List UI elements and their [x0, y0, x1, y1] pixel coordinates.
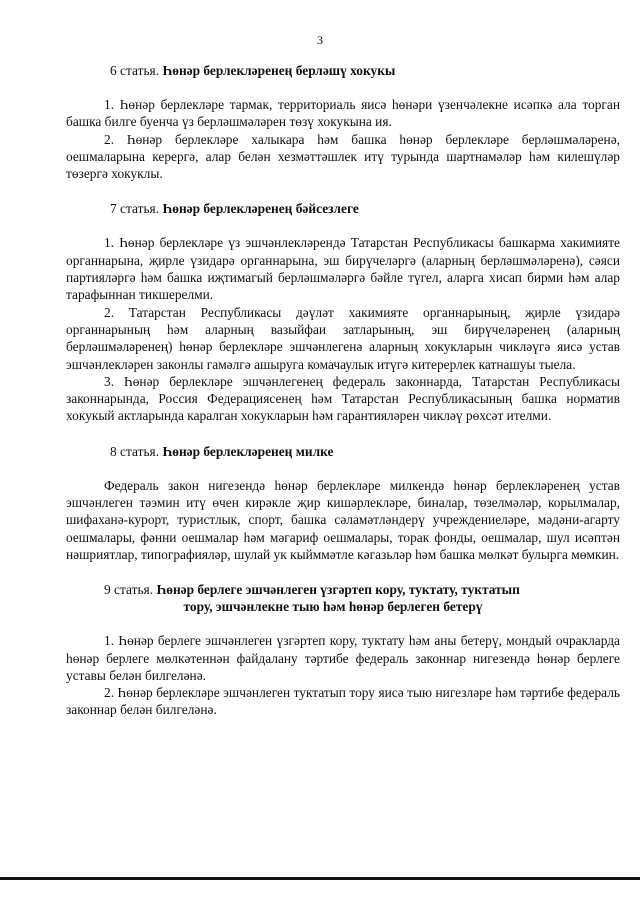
article-heading: [66, 62, 620, 79]
article-heading: [66, 443, 620, 460]
paragraph: 1. Һөнәр берлекләре тармак, территориаль яисә һөнәри үзенчәлекне исәпкә ала торган башка билге буенча үз берләшмәләрен төзү хокукына ия.: [66, 97, 620, 130]
paragraph: 2. Татарстан Республикасы дәүләт хакимияте органнарының, җирле үзидарә органнарының һәм аларның вазыйфаи затларының, эш бирүчеләренең (аларның берләшмәләренең) һөнәр берлекләре эшчәнлегенә аларның хокукларын чикләүгә яисә устав эшчәнлекләрен законлы гамәлгә ашыруга комачаулык итүгә китерерлек катнашуы тыела.: [66, 304, 620, 372]
article-title: Һөнәр берлекләренең милке: [162, 443, 334, 459]
article-number: 6 статья.: [110, 63, 160, 78]
article-title-continued: тору, эшчәнлекне тыю һәм һөнәр берлеген бетерү: [183, 599, 483, 615]
paragraph: 1. Һөнәр берлекләре үз эшчәнлекләрендә Татарстан Республикасы башкарма хакимияте органнарына, җирле үзидарә органнарына, эш бирүчеләргә (аларның берләшмәләренә), сәяси партияләргә һәм башка иҗтимагый берләшмәләргә бәйле түгел, аларга хисап бирми һәм алар тарафыннан тикшерелми.: [66, 235, 620, 303]
article-title: Һөнәр берлекләренең берләшү хокукы: [162, 63, 396, 78]
paragraph: 2. Һөнәр берлекләре эшчәнлеген туктатып тору яисә тыю нигезләре һәм тәртибе федераль законнар белән билгеләнә.: [66, 685, 620, 718]
article-title: Һөнәр берлеге эшчәнлеген үзгәртеп кору, туктату, туктатып: [156, 582, 520, 598]
article-9: [66, 581, 620, 718]
bottom-border-line: [0, 877, 640, 880]
article-number: 9 статья.: [104, 582, 154, 598]
article-7: [66, 200, 620, 424]
paragraph: 2. Һөнәр берлекләре халыкара һәм башка һөнәр берлекләре берләшмәләренә, оешмаларына керергә, алар белән хезмәттәшлек итү турында шартнамәләр һәм килешүләр төзергә хокуклы.: [66, 131, 620, 182]
article-6: [66, 62, 620, 182]
article-title: Һөнәр берлекләренең бәйсезлеге: [162, 201, 359, 217]
paragraph: 3. Һөнәр берлекләре эшчәнлегенең федераль законнарда, Татарстан Республикасы законнарында, Россия Федерациясенең һәм Татарстан Республикасының башка норматив хокукый актларында каралган хокукларын һәм гарантияләрен чикләү рөхсәт ителми.: [66, 373, 620, 424]
page-number: 3: [317, 33, 323, 47]
paragraph: Федераль закон нигезендә һөнәр берлекләре милкендә һөнәр берлекләренең устав эшчәнлеген тәэмин итү өчен кирәкле җир кишәрлекләре, биналар, төзелмәләр, корылмалар, шифаханә-курорт, туристлык, спорт, башка сәламәтләндерү учреждениеләре, мәдәни-агарту оешмалары, фәнни оешмалар һәм мәгариф оешмалары, торак фонды, оешмалар, шул исәптән нәшриятлар, типографияләр, шулай ук кыйммәтле кәгазьләр һәм башка мөлкәт булырга мөмкин.: [66, 477, 620, 562]
article-number: 8 статья.: [110, 443, 160, 459]
article-8: [66, 443, 620, 563]
paragraph: 1. Һөнәр берлеге эшчәнлеген үзгәртеп кору, туктату һәм аны бетерү, мондый очракларда һөнәр берлеге мөлкәтеннән файдалану тәртибе федераль законнар нигезендә һөнәр берлеге уставы белән билгеләнә.: [66, 633, 620, 683]
article-number: 7 статья.: [110, 201, 160, 217]
article-heading: [66, 200, 620, 217]
article-heading: [66, 581, 620, 615]
document-body: [66, 62, 620, 737]
